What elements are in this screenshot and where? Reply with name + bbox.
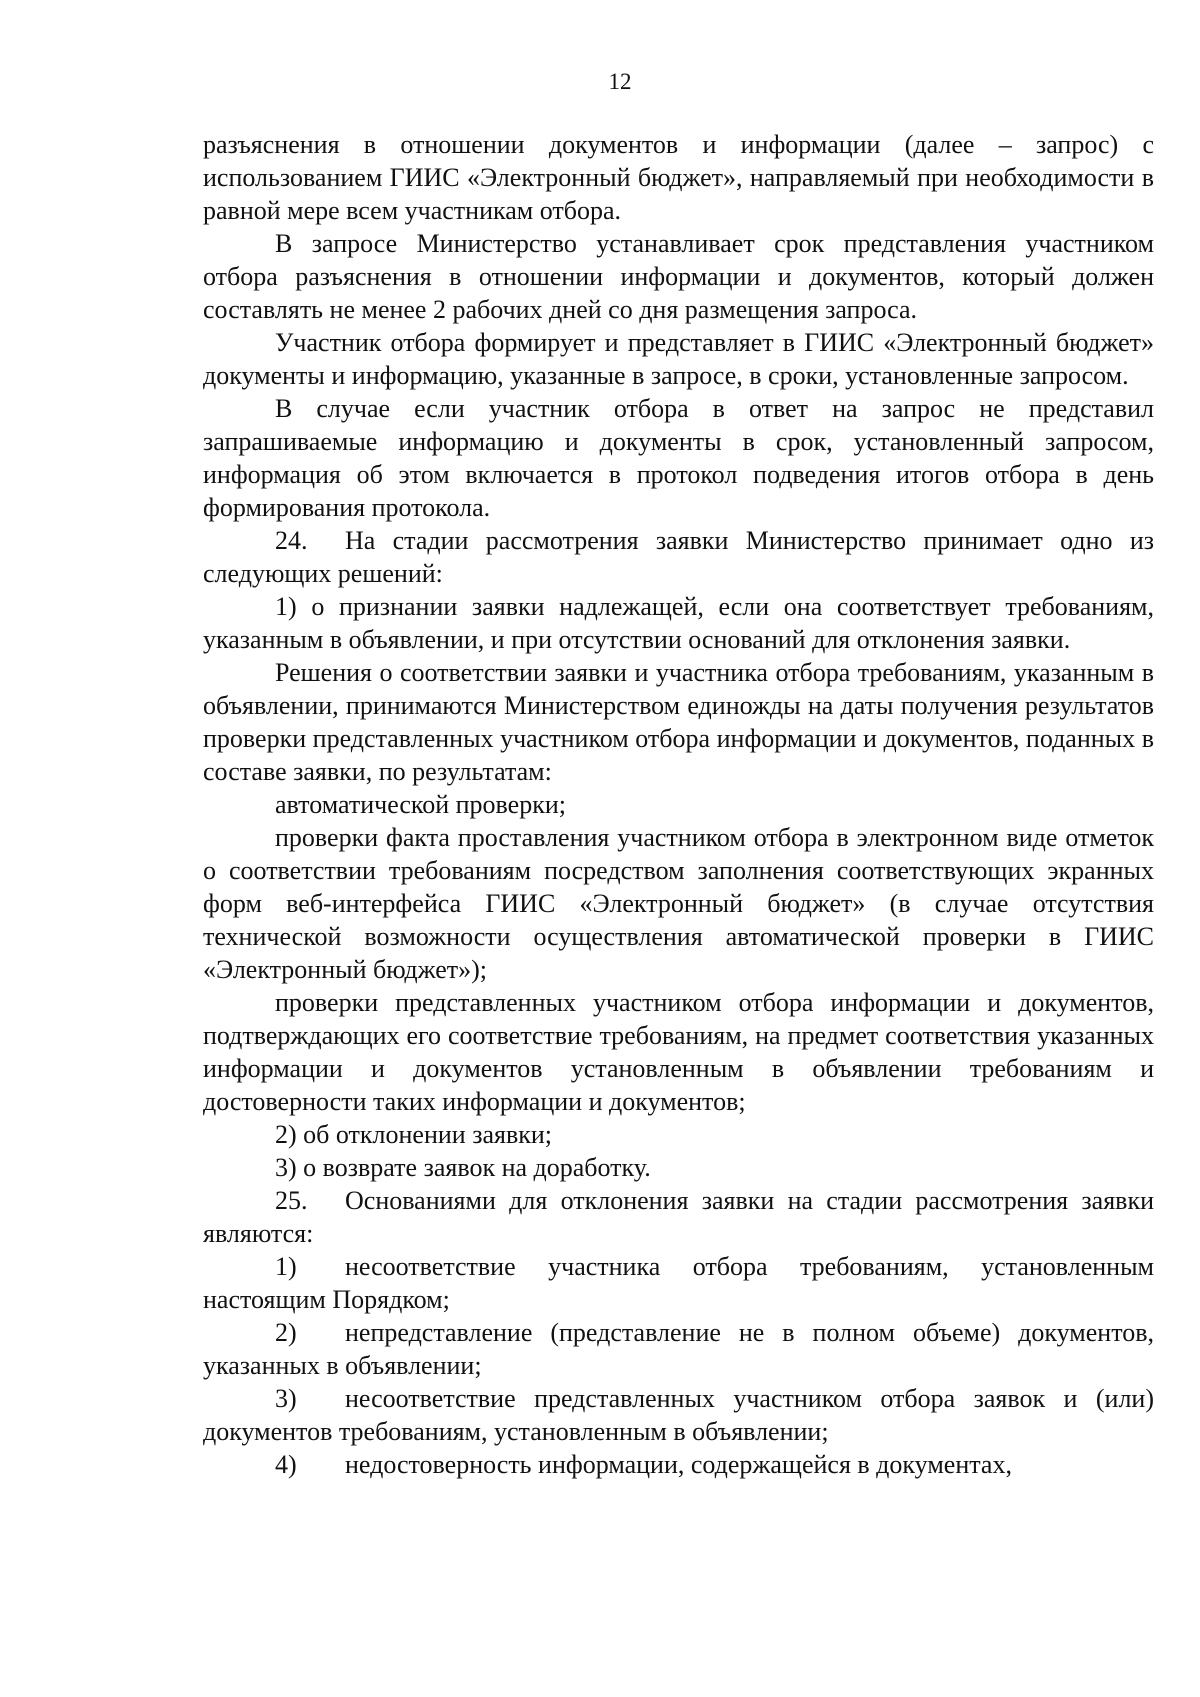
paragraph-text: Решения о соответствии заявки и участника отбора требованиям, указанным в объявлении, принимаются Министерством единожды на даты получения результатов проверки представленных участником отбора информации и документов, поданных в составе заявки, по результатам: (203, 658, 1154, 786)
paragraph (203, 788, 1154, 821)
paragraph-numbered (203, 1184, 1154, 1250)
paragraph (203, 392, 1154, 524)
paragraph-text: 3) о возврате заявок на доработку. (275, 1153, 651, 1182)
paragraph-text: На стадии рассмотрения заявки Министерство принимает одно из следующих решений: (203, 526, 1154, 588)
paragraph-text: Основаниями для отклонения заявки на стадии рассмотрения заявки являются: (203, 1186, 1154, 1248)
paragraph-text: В случае если участник отбора в ответ на запрос не представил запрашиваемые информацию и документы в срок, установленный запросом, информация об этом включается в протокол подведения итогов отбора в день формирования протокола. (203, 394, 1154, 522)
paragraph-text: разъяснения в отношении документов и информации (далее – запрос) с использованием ГИИС «Электронный бюджет», направляемый при необходимости в равной мере всем участникам отбора. (203, 130, 1154, 225)
clause-number: 3) (275, 1384, 297, 1413)
paragraph (203, 986, 1154, 1118)
paragraph (203, 128, 1154, 227)
paragraph-text: несоответствие участника отбора требованиям, установленным настоящим Порядком; (203, 1252, 1154, 1314)
clause-number: 4) (275, 1450, 297, 1479)
clause-number: 25. (275, 1186, 308, 1215)
paragraph-numbered (203, 1316, 1154, 1382)
paragraph-text: 1) о признании заявки надлежащей, если она соответствует требованиям, указанным в объявлении, и при отсутствии оснований для отклонения заявки. (203, 592, 1154, 654)
paragraph-text: непредставление (представление не в полном объеме) документов, указанных в объявлении; (203, 1318, 1154, 1380)
paragraph-text: проверки представленных участником отбора информации и документов, подтверждающих его соответствие требованиям, на предмет соответствия указанных информации и документов установленным в объявлении требованиям и достоверности таких информации и документов; (203, 988, 1154, 1116)
paragraph-text: Участник отбора формирует и представляет в ГИИС «Электронный бюджет» документы и информацию, указанные в запросе, в сроки, установленные запросом. (203, 328, 1154, 390)
clause-number: 1) (275, 1252, 297, 1281)
paragraph (203, 1118, 1154, 1151)
page-number: 12 (608, 69, 632, 94)
paragraph (203, 227, 1154, 326)
paragraph (203, 1151, 1154, 1184)
paragraph-numbered (203, 1250, 1154, 1316)
clause-number: 2) (275, 1318, 297, 1347)
clause-number: 24. (275, 526, 308, 555)
paragraph (203, 656, 1154, 788)
paragraph-text: недостоверность информации, содержащейся в документах, (345, 1450, 1012, 1479)
document-body (203, 128, 1154, 1481)
paragraph (203, 326, 1154, 392)
paragraph-numbered (203, 524, 1154, 590)
paragraph-numbered (203, 1382, 1154, 1448)
paragraph-text: автоматической проверки; (275, 790, 566, 819)
paragraph (203, 821, 1154, 986)
paragraph-text: В запросе Министерство устанавливает срок представления участником отбора разъяснения в отношении информации и документов, который должен составлять не менее 2 рабочих дней со дня размещения запроса. (203, 229, 1154, 324)
paragraph (203, 590, 1154, 656)
paragraph-text: несоответствие представленных участником отбора заявок и (или) документов требованиям, установленным в объявлении; (203, 1384, 1154, 1446)
paragraph-text: проверки факта проставления участником отбора в электронном виде отметок о соответствии требованиям посредством заполнения соответствующих экранных форм веб-интерфейса ГИИС «Электронный бюджет» (в случае отсутствия технической возможности осуществления автоматической проверки в ГИИС «Электронный бюджет»); (203, 823, 1154, 984)
paragraph-text: 2) об отклонении заявки; (275, 1120, 553, 1149)
paragraph-numbered (203, 1448, 1154, 1481)
